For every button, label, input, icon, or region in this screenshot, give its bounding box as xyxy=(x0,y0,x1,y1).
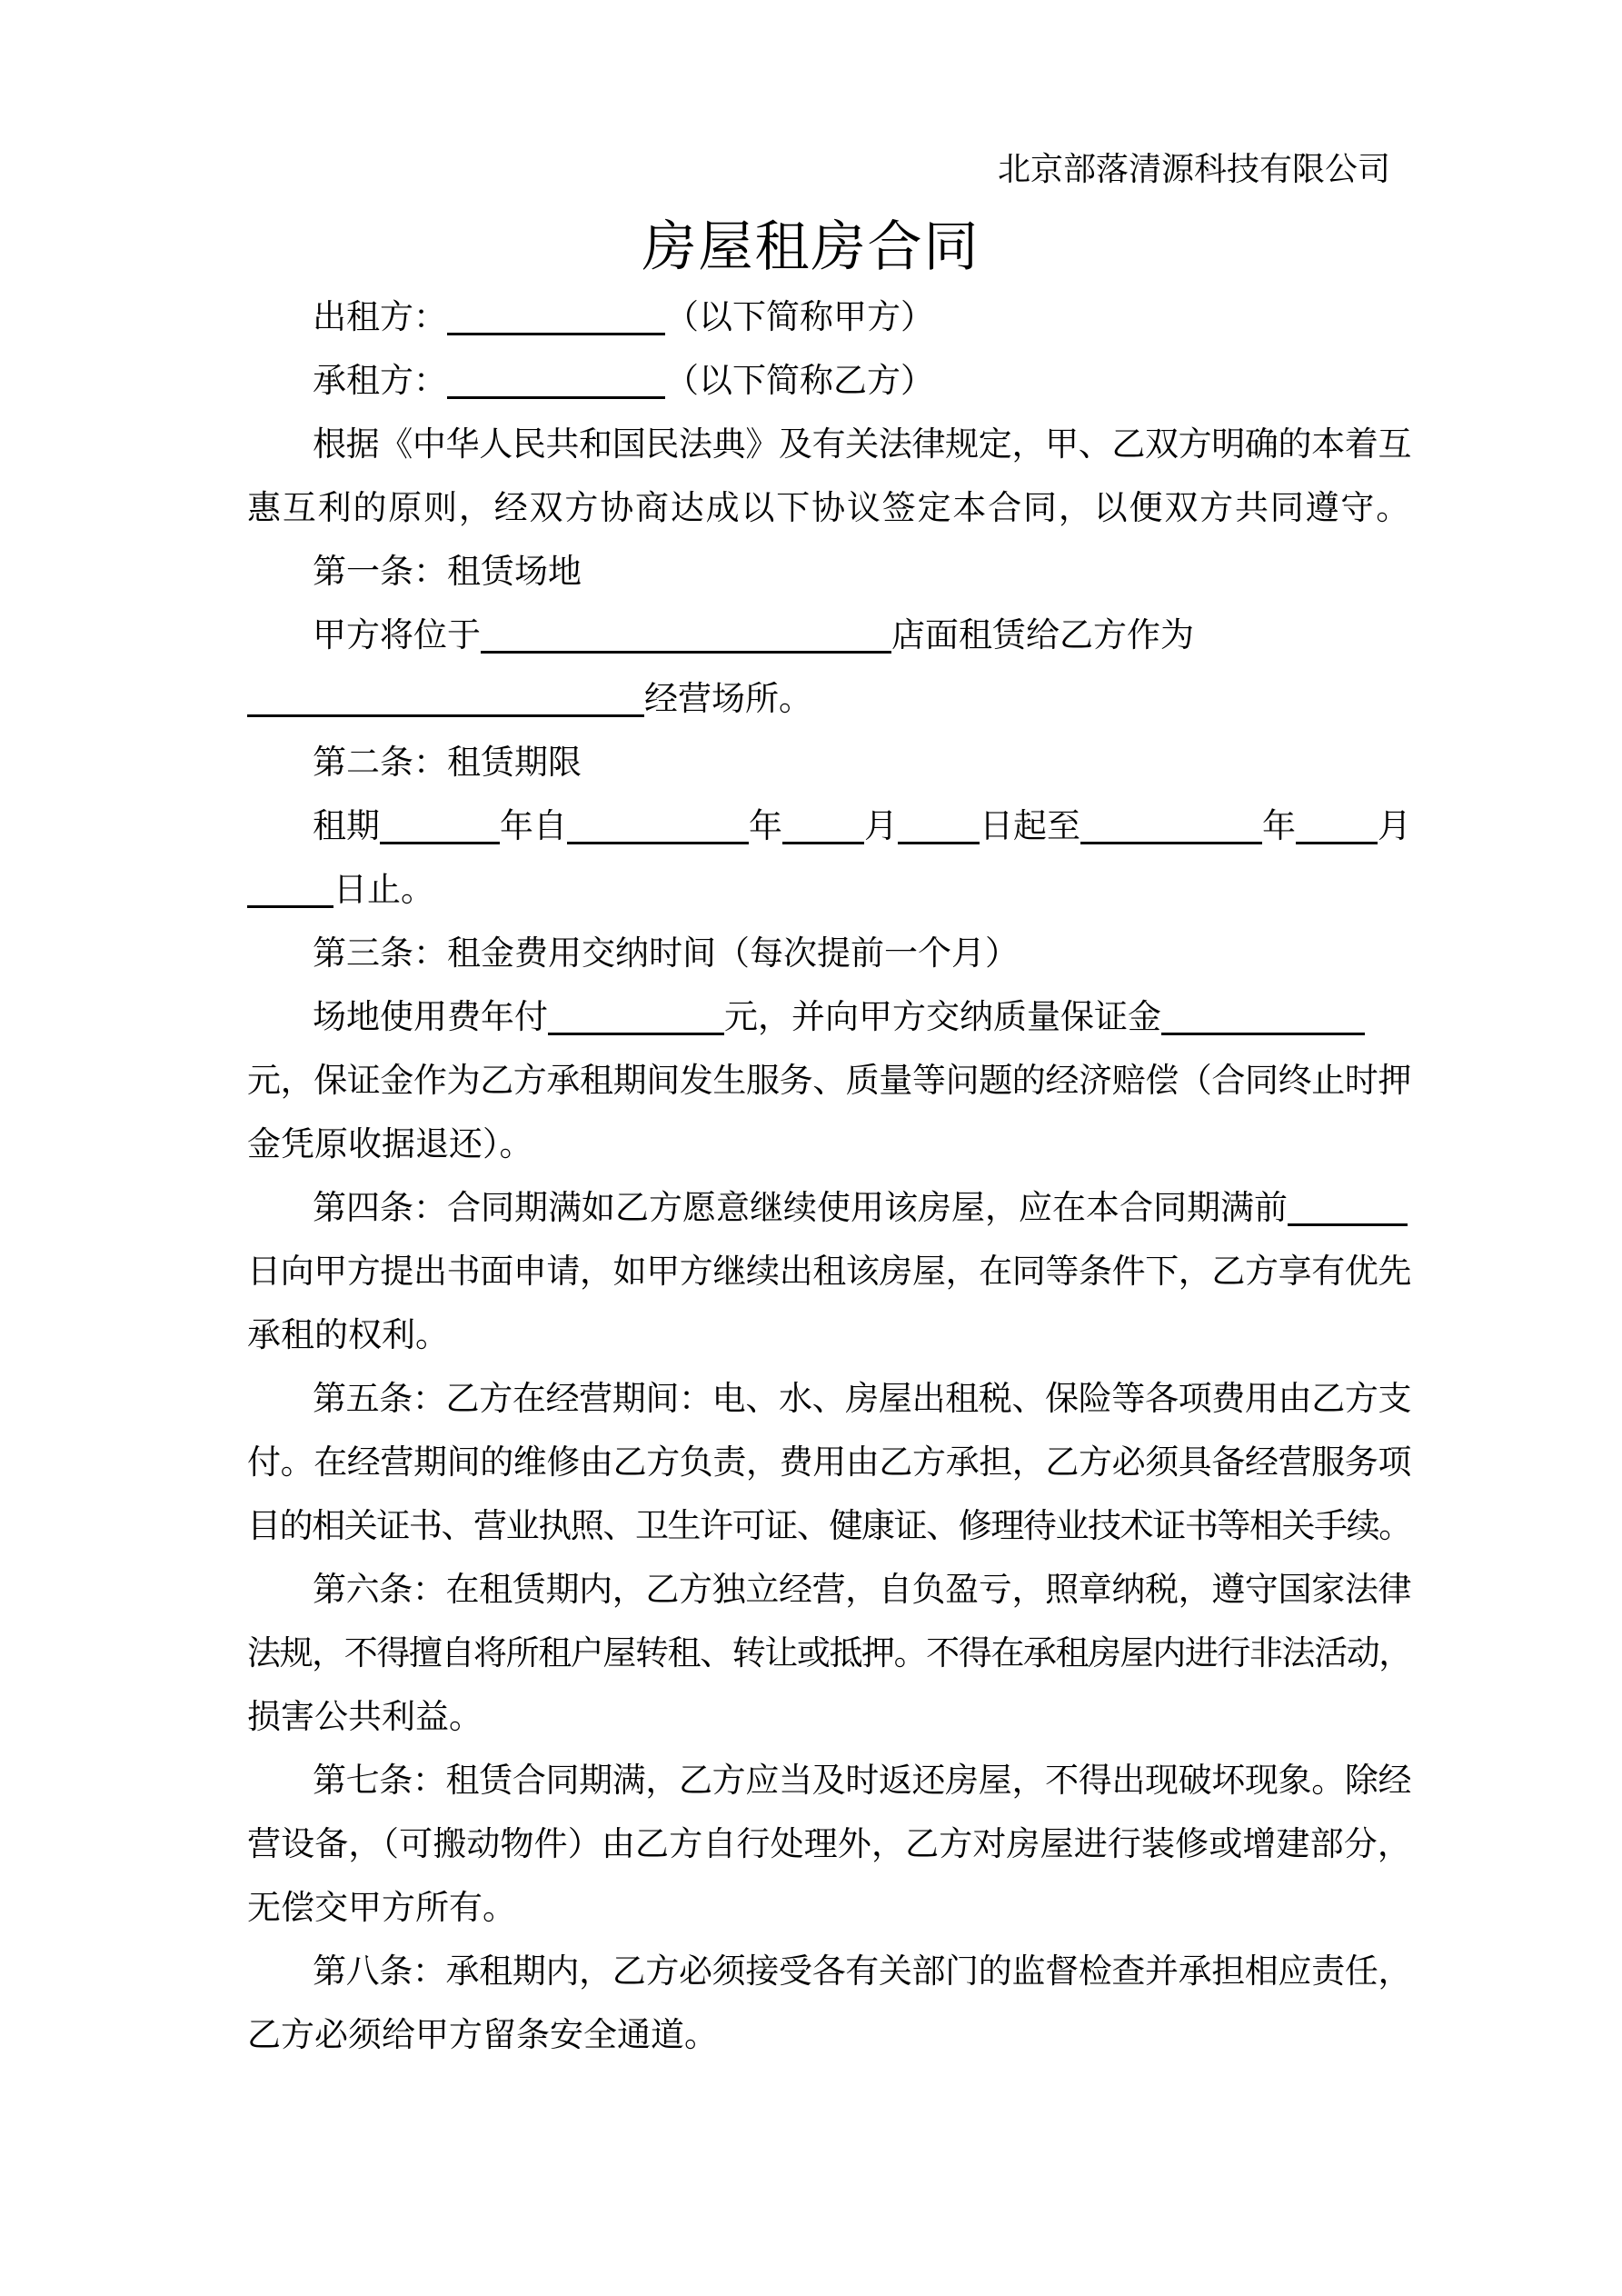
line-text: 出租方： xyxy=(313,299,447,336)
line-text: 承租的权利。 xyxy=(247,1317,449,1354)
line-text: 第八条：承租期内，乙方必须接受各有关部门的监督检查并承担相应责任， xyxy=(313,1953,1412,1991)
doc-title: 房屋租房合同 xyxy=(642,217,980,277)
contract-line xyxy=(247,477,1411,541)
line-text: （以下简称甲方） xyxy=(665,299,934,336)
contract-line xyxy=(247,1941,1411,2004)
blank-field xyxy=(247,687,644,717)
line-text: 无偿交甲方所有。 xyxy=(247,1890,516,1927)
line-text: 第一条：租赁场地 xyxy=(313,554,582,591)
line-text: 根据《中华人民共和国民法典》及有关法律规定，甲、乙双方明确的本着互 xyxy=(313,426,1412,464)
line-text: 年 xyxy=(1262,808,1296,845)
line-text: 第七条：租赁合同期满，乙方应当及时返还房屋，不得出现破坏现象。除经 xyxy=(313,1762,1412,1800)
line-text: 第三条：租金费用交纳时间（每次提前一个月） xyxy=(313,935,1019,973)
line-text: 第二条：租赁期限 xyxy=(313,744,582,782)
contract-line xyxy=(247,1495,1411,1559)
blank-field xyxy=(1288,1196,1408,1226)
line-text: 月 xyxy=(1378,808,1411,845)
contract-line xyxy=(247,1622,1411,1686)
contract-line xyxy=(247,1050,1411,1113)
line-text: （以下简称乙方） xyxy=(665,363,934,400)
line-text: 年 xyxy=(749,808,782,845)
contract-line xyxy=(247,541,1411,604)
line-text: 甲方将位于 xyxy=(313,617,481,654)
line-text: 店面租赁给乙方作为 xyxy=(891,617,1194,654)
line-text: 年自 xyxy=(500,808,567,845)
line-text: 日向甲方提出书面申请，如甲方继续出租该房屋，在同等条件下，乙方享有优先 xyxy=(247,1253,1411,1291)
contract-line xyxy=(247,1813,1411,1877)
line-text: 日止。 xyxy=(333,872,434,909)
blank-field xyxy=(447,305,665,335)
line-text: 第五条：乙方在经营期间：电、水、房屋出租税、保险等各项费用由乙方支 xyxy=(313,1381,1412,1418)
blank-field xyxy=(1080,814,1262,844)
contract-line xyxy=(247,1177,1411,1241)
line-text: 租期 xyxy=(313,808,380,845)
blank-field xyxy=(247,878,333,908)
contract-body xyxy=(247,286,1411,2068)
blank-field xyxy=(548,1005,724,1035)
contract-line xyxy=(247,923,1411,986)
line-text: 乙方必须给甲方留条安全通道。 xyxy=(247,2017,718,2054)
blank-field xyxy=(447,369,665,399)
blank-field xyxy=(1161,1005,1365,1035)
blank-field xyxy=(380,814,500,844)
line-text: 经营场所。 xyxy=(644,681,812,718)
contract-line xyxy=(247,1750,1411,1813)
blank-field xyxy=(481,624,891,654)
contract-line xyxy=(247,1113,1411,1177)
line-text: 日起至 xyxy=(980,808,1080,845)
line-text: 月 xyxy=(864,808,898,845)
line-text: 法规，不得擅自将所租户屋转租、转让或抵押。不得在承租房屋内进行非法活动， xyxy=(247,1635,1411,1672)
contract-line xyxy=(247,1686,1411,1750)
contract-line xyxy=(247,604,1411,668)
blank-field xyxy=(898,814,980,844)
contract-line xyxy=(247,668,1411,732)
contract-line xyxy=(247,414,1411,477)
contract-line xyxy=(247,350,1411,414)
line-text: 目的相关证书、营业执照、卫生许可证、健康证、修理待业技术证书等相关手续。 xyxy=(247,1508,1411,1545)
contract-line xyxy=(247,732,1411,795)
contract-line xyxy=(247,1432,1411,1495)
blank-field xyxy=(782,814,864,844)
contract-line xyxy=(247,795,1411,859)
company-header: 北京部落清源科技有限公司 xyxy=(997,151,1390,187)
line-text: 营设备，（可搬动物件）由乙方自行处理外，乙方对房屋进行装修或增建部分， xyxy=(247,1826,1412,1863)
line-text: 惠互利的原则，经双方协商达成以下协议签定本合同，以便双方共同遵守。 xyxy=(247,490,1412,527)
line-text: 元，并向甲方交纳质量保证金 xyxy=(724,999,1161,1036)
line-text: 承租方： xyxy=(313,363,447,400)
contract-line xyxy=(247,1559,1411,1622)
contract-line xyxy=(247,1304,1411,1368)
line-text: 损害公共利益。 xyxy=(247,1699,483,1736)
contract-line xyxy=(247,986,1411,1050)
line-text: 第六条：在租赁期内，乙方独立经营，自负盈亏，照章纳税，遵守国家法律 xyxy=(313,1572,1412,1609)
contract-line xyxy=(247,859,1411,923)
contract-line xyxy=(247,2004,1411,2068)
contract-line xyxy=(247,286,1411,350)
blank-field xyxy=(1296,814,1378,844)
contract-line xyxy=(247,1877,1411,1941)
line-text: 付。在经营期间的维修由乙方负责，费用由乙方承担，乙方必须具备经营服务项 xyxy=(247,1444,1411,1482)
contract-line xyxy=(247,1368,1411,1432)
line-text: 场地使用费年付 xyxy=(313,999,548,1036)
line-text: 元，保证金作为乙方承租期间发生服务、质量等问题的经济赔偿（合同终止时押 xyxy=(247,1063,1411,1100)
blank-field xyxy=(567,814,749,844)
line-text: 金凭原收据退还）。 xyxy=(247,1126,533,1163)
contract-line xyxy=(247,1241,1411,1304)
line-text: 第四条：合同期满如乙方愿意继续使用该房屋，应在本合同期满前 xyxy=(313,1190,1288,1227)
